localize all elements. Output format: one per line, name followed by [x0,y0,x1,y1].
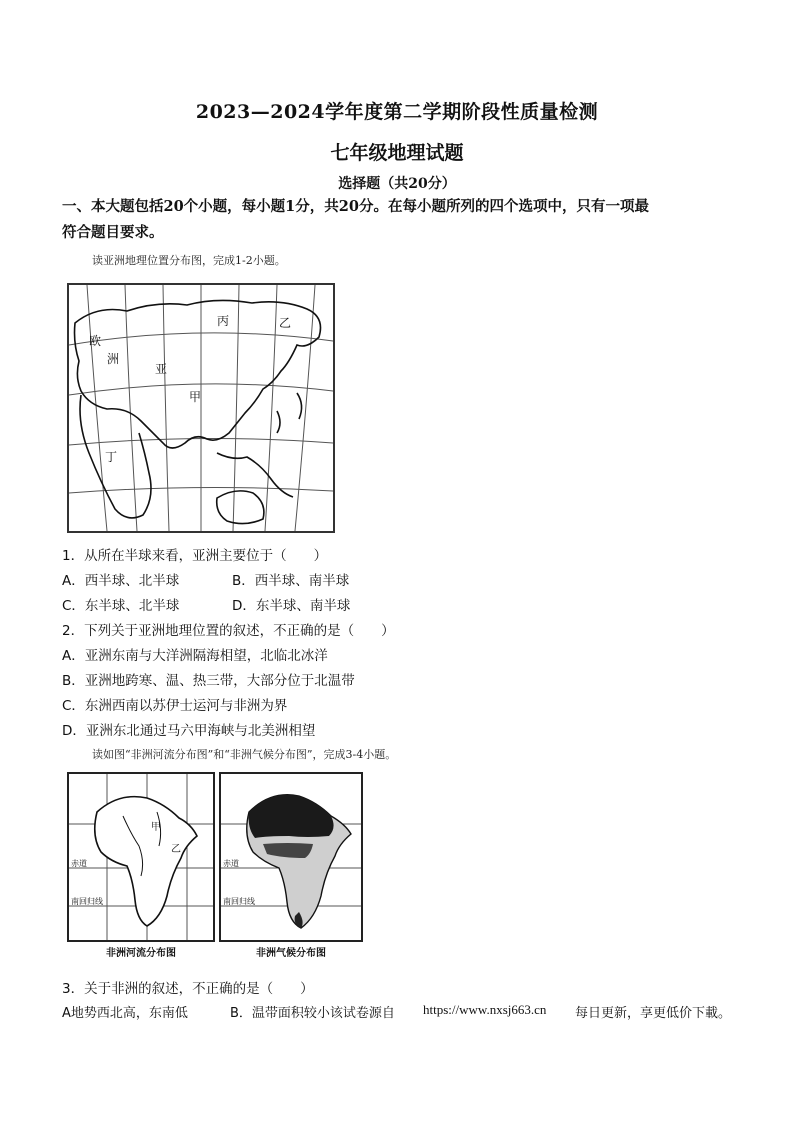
q2-option-d: D．亚洲东北通过马六甲海峡与北美洲相望 [62,723,316,739]
q2-option-c: C．东洲西南以苏伊士运河与非洲为界 [62,698,288,714]
question-3: 3．关于非洲的叙述，不正确的是（ ） [62,981,314,997]
q3-option-b: B．温带面积较小该试卷源自 [230,1006,395,1021]
label-bing: 丙 [217,314,230,328]
label-ya: 亚 [155,362,168,376]
label-ou: 欧 [89,334,102,348]
right-tropic-label: 南回归线 [223,897,255,906]
q1-option-d: D．东半球、南半球 [232,598,351,614]
river-label-jia: 甲 [151,822,161,833]
update-notice: 每日更新，享更低价下載。 [575,1006,732,1021]
left-tropic-label: 南回归线 [71,897,103,906]
right-equator-label: 赤道 [223,859,239,868]
source-url-link[interactable]: https://www.nxsj663.cn [423,1002,547,1017]
caption-rivers: 非洲河流分布图 [106,948,176,959]
question-1: 1．从所在半球来看，亚洲主要位于（ ） [62,548,328,564]
river-label-yi: 乙 [171,844,181,855]
africa-maps [67,772,363,962]
section-heading: 选择题（共20分） [338,176,456,192]
q1-option-b: B．西半球、南半球 [232,573,350,589]
exam-title: 2023—2024学年度第二学期阶段性质量检测 [195,101,599,123]
label-yi: 乙 [279,316,292,330]
africa-maps-figure [67,772,363,962]
q1-option-c: C．东半球、北半球 [62,598,180,614]
asia-map [67,283,335,533]
left-equator-label: 赤道 [71,859,87,868]
caption-climate: 非洲气候分布图 [256,948,326,959]
q2-option-b: B．亚洲地跨寒、温、热三带，大部分位于北温带 [62,673,355,689]
instructions-line-1: 一、本大题包括20个小题，每小题1分，共20分。在每小题所列的四个选项中，只有一项最 [62,198,649,215]
q1-option-a: A．西半球、北半球 [62,573,180,589]
instructions-line-2: 符合题目要求。 [62,224,164,241]
label-jia: 甲 [189,390,202,404]
label-zhou: 洲 [107,352,120,366]
asia-map-figure [67,283,335,533]
note-africa: 读如图“非洲河流分布图”和“非洲气候分布图”，完成3-4小题。 [92,748,397,761]
q2-option-a: A．亚洲东南与大洋洲隔海相望，北临北冰洋 [62,648,328,664]
label-ding: 丁 [105,450,118,464]
question-2: 2．下列关于亚洲地理位置的叙述，不正确的是（ ） [62,623,395,639]
note-asia: 读亚洲地理位置分布图，完成1-2小题。 [92,254,286,267]
exam-subtitle: 七年级地理试题 [330,142,464,164]
q3-option-a: A地势西北高，东南低 [62,1006,188,1021]
